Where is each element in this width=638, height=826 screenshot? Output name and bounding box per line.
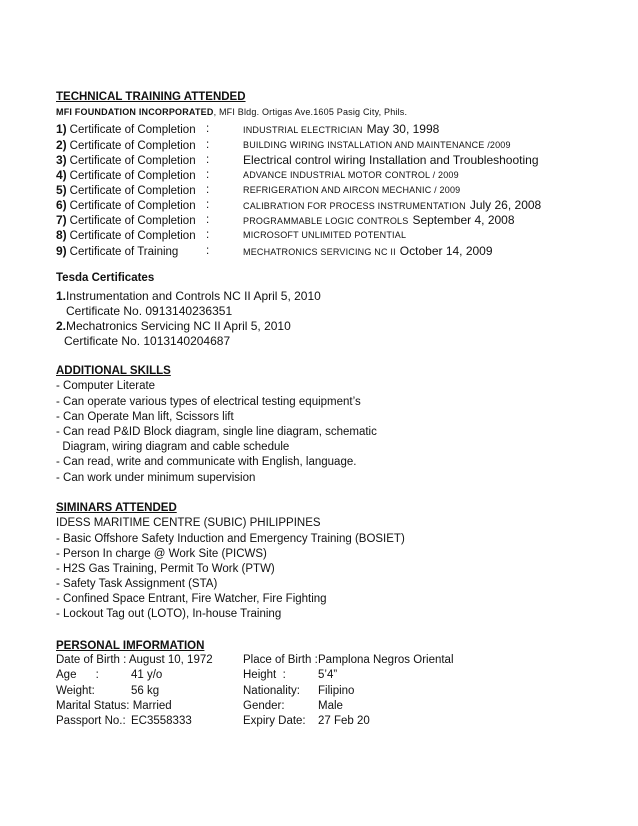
training-item-course bbox=[243, 153, 539, 168]
training-item-course bbox=[243, 228, 406, 242]
seminar-item: - Person In charge @ Work Site (PICWS) bbox=[56, 548, 267, 560]
training-item-number: 5) bbox=[56, 183, 67, 197]
personal-info-left-label: Weight: bbox=[56, 685, 95, 697]
skill-item: Diagram, wiring diagram and cable schedule bbox=[56, 441, 290, 453]
training-item-course-title: INDUSTRIAL ELECTRICIAN bbox=[243, 125, 363, 135]
tesda-item-2 bbox=[56, 319, 291, 333]
training-item-certificate: Certificate of Completion bbox=[69, 215, 196, 227]
personal-info-right-value: 5’4” bbox=[318, 669, 338, 681]
training-item-course bbox=[243, 198, 541, 213]
tesda-cert-no-1: Certificate No. 0913140236351 bbox=[66, 304, 233, 318]
personal-info-right-label: Expiry Date: bbox=[243, 715, 306, 727]
tesda-item-num: 2. bbox=[56, 319, 67, 333]
skill-item: - Can operate various types of electrical testing equipment’s bbox=[56, 396, 361, 408]
skill-item: - Can read, write and communicate with English, language. bbox=[56, 456, 357, 468]
personal-info-right-label: Gender: bbox=[243, 700, 285, 712]
training-item-certificate: Certificate of Completion bbox=[69, 124, 196, 136]
seminar-item: - H2S Gas Training, Permit To Work (PTW) bbox=[56, 563, 275, 575]
training-item-number: 9) bbox=[56, 244, 67, 258]
personal-info-left-value: 41 y/o bbox=[131, 669, 163, 681]
training-item bbox=[56, 228, 407, 243]
training-org-name: MFI FOUNDATION INCORPORATED bbox=[56, 107, 214, 117]
seminar-item: - Lockout Tag out (LOTO), In-house Training bbox=[56, 608, 282, 620]
skills-heading: ADDITIONAL SKILLS bbox=[56, 365, 171, 377]
training-item bbox=[56, 198, 542, 213]
training-item bbox=[56, 168, 459, 183]
tesda-heading: Tesda Certificates bbox=[56, 272, 155, 284]
seminar-provider: IDESS MARITIME CENTRE (SUBIC) PHILIPPINES bbox=[56, 517, 321, 529]
tesda-item-1 bbox=[56, 289, 321, 303]
personal-info-left-label: Marital Status: Married bbox=[56, 700, 172, 712]
technical-training-heading: TECHNICAL TRAINING ATTENDED bbox=[56, 91, 246, 103]
training-item-number: 8) bbox=[56, 228, 67, 242]
training-item-date: May 30, 1998 bbox=[366, 122, 440, 136]
training-item-colon: : bbox=[206, 154, 210, 166]
seminar-item: - Safety Task Assignment (STA) bbox=[56, 578, 218, 590]
tesda-item-title: Mechatronics Servicing NC II April 5, 2010 bbox=[66, 319, 291, 333]
skill-item: - Can Operate Man lift, Scissors lift bbox=[56, 411, 234, 423]
training-item-colon: : bbox=[206, 169, 210, 181]
training-item-course-title: MICROSOFT UNLIMITED POTENTIAL bbox=[243, 230, 407, 240]
training-item bbox=[56, 138, 511, 153]
training-item bbox=[56, 213, 515, 228]
training-item-date: September 4, 2008 bbox=[412, 213, 515, 227]
personal-info-left-value: 56 kg bbox=[131, 685, 160, 697]
training-item-course bbox=[243, 122, 439, 137]
training-item-number: 2) bbox=[56, 138, 67, 152]
training-item-course bbox=[243, 244, 493, 259]
training-item-number: 4) bbox=[56, 168, 67, 182]
training-item-colon: : bbox=[206, 139, 210, 151]
training-item-certificate: Certificate of Completion bbox=[69, 170, 196, 182]
training-item-certificate: Certificate of Completion bbox=[69, 155, 196, 167]
training-item-certificate: Certificate of Completion bbox=[69, 185, 196, 197]
personal-info-right-value: 27 Feb 20 bbox=[318, 715, 370, 727]
seminars-heading: SIMINARS ATTENDED bbox=[56, 502, 177, 514]
training-item-number: 7) bbox=[56, 213, 67, 227]
personal-info-right-value: Pamplona Negros Oriental bbox=[318, 654, 454, 666]
tesda-item-title: Instrumentation and Controls NC II April 5, 2010 bbox=[66, 289, 321, 303]
training-item-course bbox=[243, 168, 459, 182]
training-item-course-title: PROGRAMMABLE LOGIC CONTROLS bbox=[243, 216, 409, 226]
training-item-number: 1) bbox=[56, 122, 67, 136]
personal-info-right-value: Male bbox=[318, 700, 343, 712]
training-item-certificate: Certificate of Completion bbox=[69, 230, 196, 242]
training-item-colon: : bbox=[206, 214, 210, 226]
tesda-cert-no-2: Certificate No. 1013140204687 bbox=[64, 334, 231, 348]
training-org-address: , MFI Bldg. Ortigas Ave.1605 Pasig City, Phils. bbox=[213, 107, 408, 117]
training-item-colon: : bbox=[206, 229, 210, 241]
training-item bbox=[56, 153, 539, 168]
training-item bbox=[56, 183, 461, 198]
training-org-line bbox=[56, 105, 407, 119]
training-item-course-title: CALIBRATION FOR PROCESS INSTRUMENTATION bbox=[243, 201, 466, 211]
personal-info-right-value: Filipino bbox=[318, 685, 355, 697]
training-item-course-title: REFRIGERATION AND AIRCON MECHANIC / 2009 bbox=[243, 185, 461, 195]
training-item-colon: : bbox=[206, 245, 210, 257]
skill-item: - Can work under minimum supervision bbox=[56, 472, 256, 484]
personal-info-right-label: Height : bbox=[243, 669, 286, 681]
training-item-number: 3) bbox=[56, 153, 67, 167]
personal-info-right-label: Nationality: bbox=[243, 685, 300, 697]
training-item-course-title: MECHATRONICS SERVICING NC II bbox=[243, 247, 396, 257]
training-item-certificate: Certificate of Training bbox=[69, 246, 179, 258]
personal-info-left-value: EC3558333 bbox=[131, 715, 192, 727]
personal-heading: PERSONAL IMFORMATION bbox=[56, 640, 205, 652]
training-item-date: October 14, 2009 bbox=[399, 244, 493, 258]
personal-info-left-label: Age : bbox=[56, 669, 99, 681]
training-item-date: July 26, 2008 bbox=[469, 198, 542, 212]
skill-item: - Computer Literate bbox=[56, 380, 156, 392]
personal-info-left-label: Date of Birth : August 10, 1972 bbox=[56, 654, 213, 666]
tesda-item-num: 1. bbox=[56, 289, 67, 303]
training-item-certificate: Certificate of Completion bbox=[69, 200, 196, 212]
training-item-course-title: BUILDING WIRING INSTALLATION AND MAINTENANCE /2009 bbox=[243, 140, 511, 150]
skill-item: - Can read P&ID Block diagram, single line diagram, schematic bbox=[56, 426, 377, 438]
training-item bbox=[56, 244, 493, 259]
training-item-course-title: Electrical control wiring Installation and Troubleshooting bbox=[243, 153, 539, 167]
training-item-course bbox=[243, 183, 460, 197]
training-item-course-title: ADVANCE INDUSTRIAL MOTOR CONTROL / 2009 bbox=[243, 170, 459, 180]
training-item-course bbox=[243, 138, 511, 152]
personal-info-right-label: Place of Birth : bbox=[243, 654, 318, 666]
training-item-certificate: Certificate of Completion bbox=[69, 140, 196, 152]
training-item bbox=[56, 122, 440, 137]
training-item-course bbox=[243, 213, 515, 228]
training-item-colon: : bbox=[206, 184, 210, 196]
seminar-item: - Basic Offshore Safety Induction and Emergency Training (BOSIET) bbox=[56, 533, 405, 545]
personal-info-left-label: Passport No.: bbox=[56, 715, 126, 727]
seminar-item: - Confined Space Entrant, Fire Watcher, Fire Fighting bbox=[56, 593, 327, 605]
training-item-number: 6) bbox=[56, 198, 67, 212]
training-item-colon: : bbox=[206, 199, 210, 211]
training-item-colon: : bbox=[206, 123, 210, 135]
